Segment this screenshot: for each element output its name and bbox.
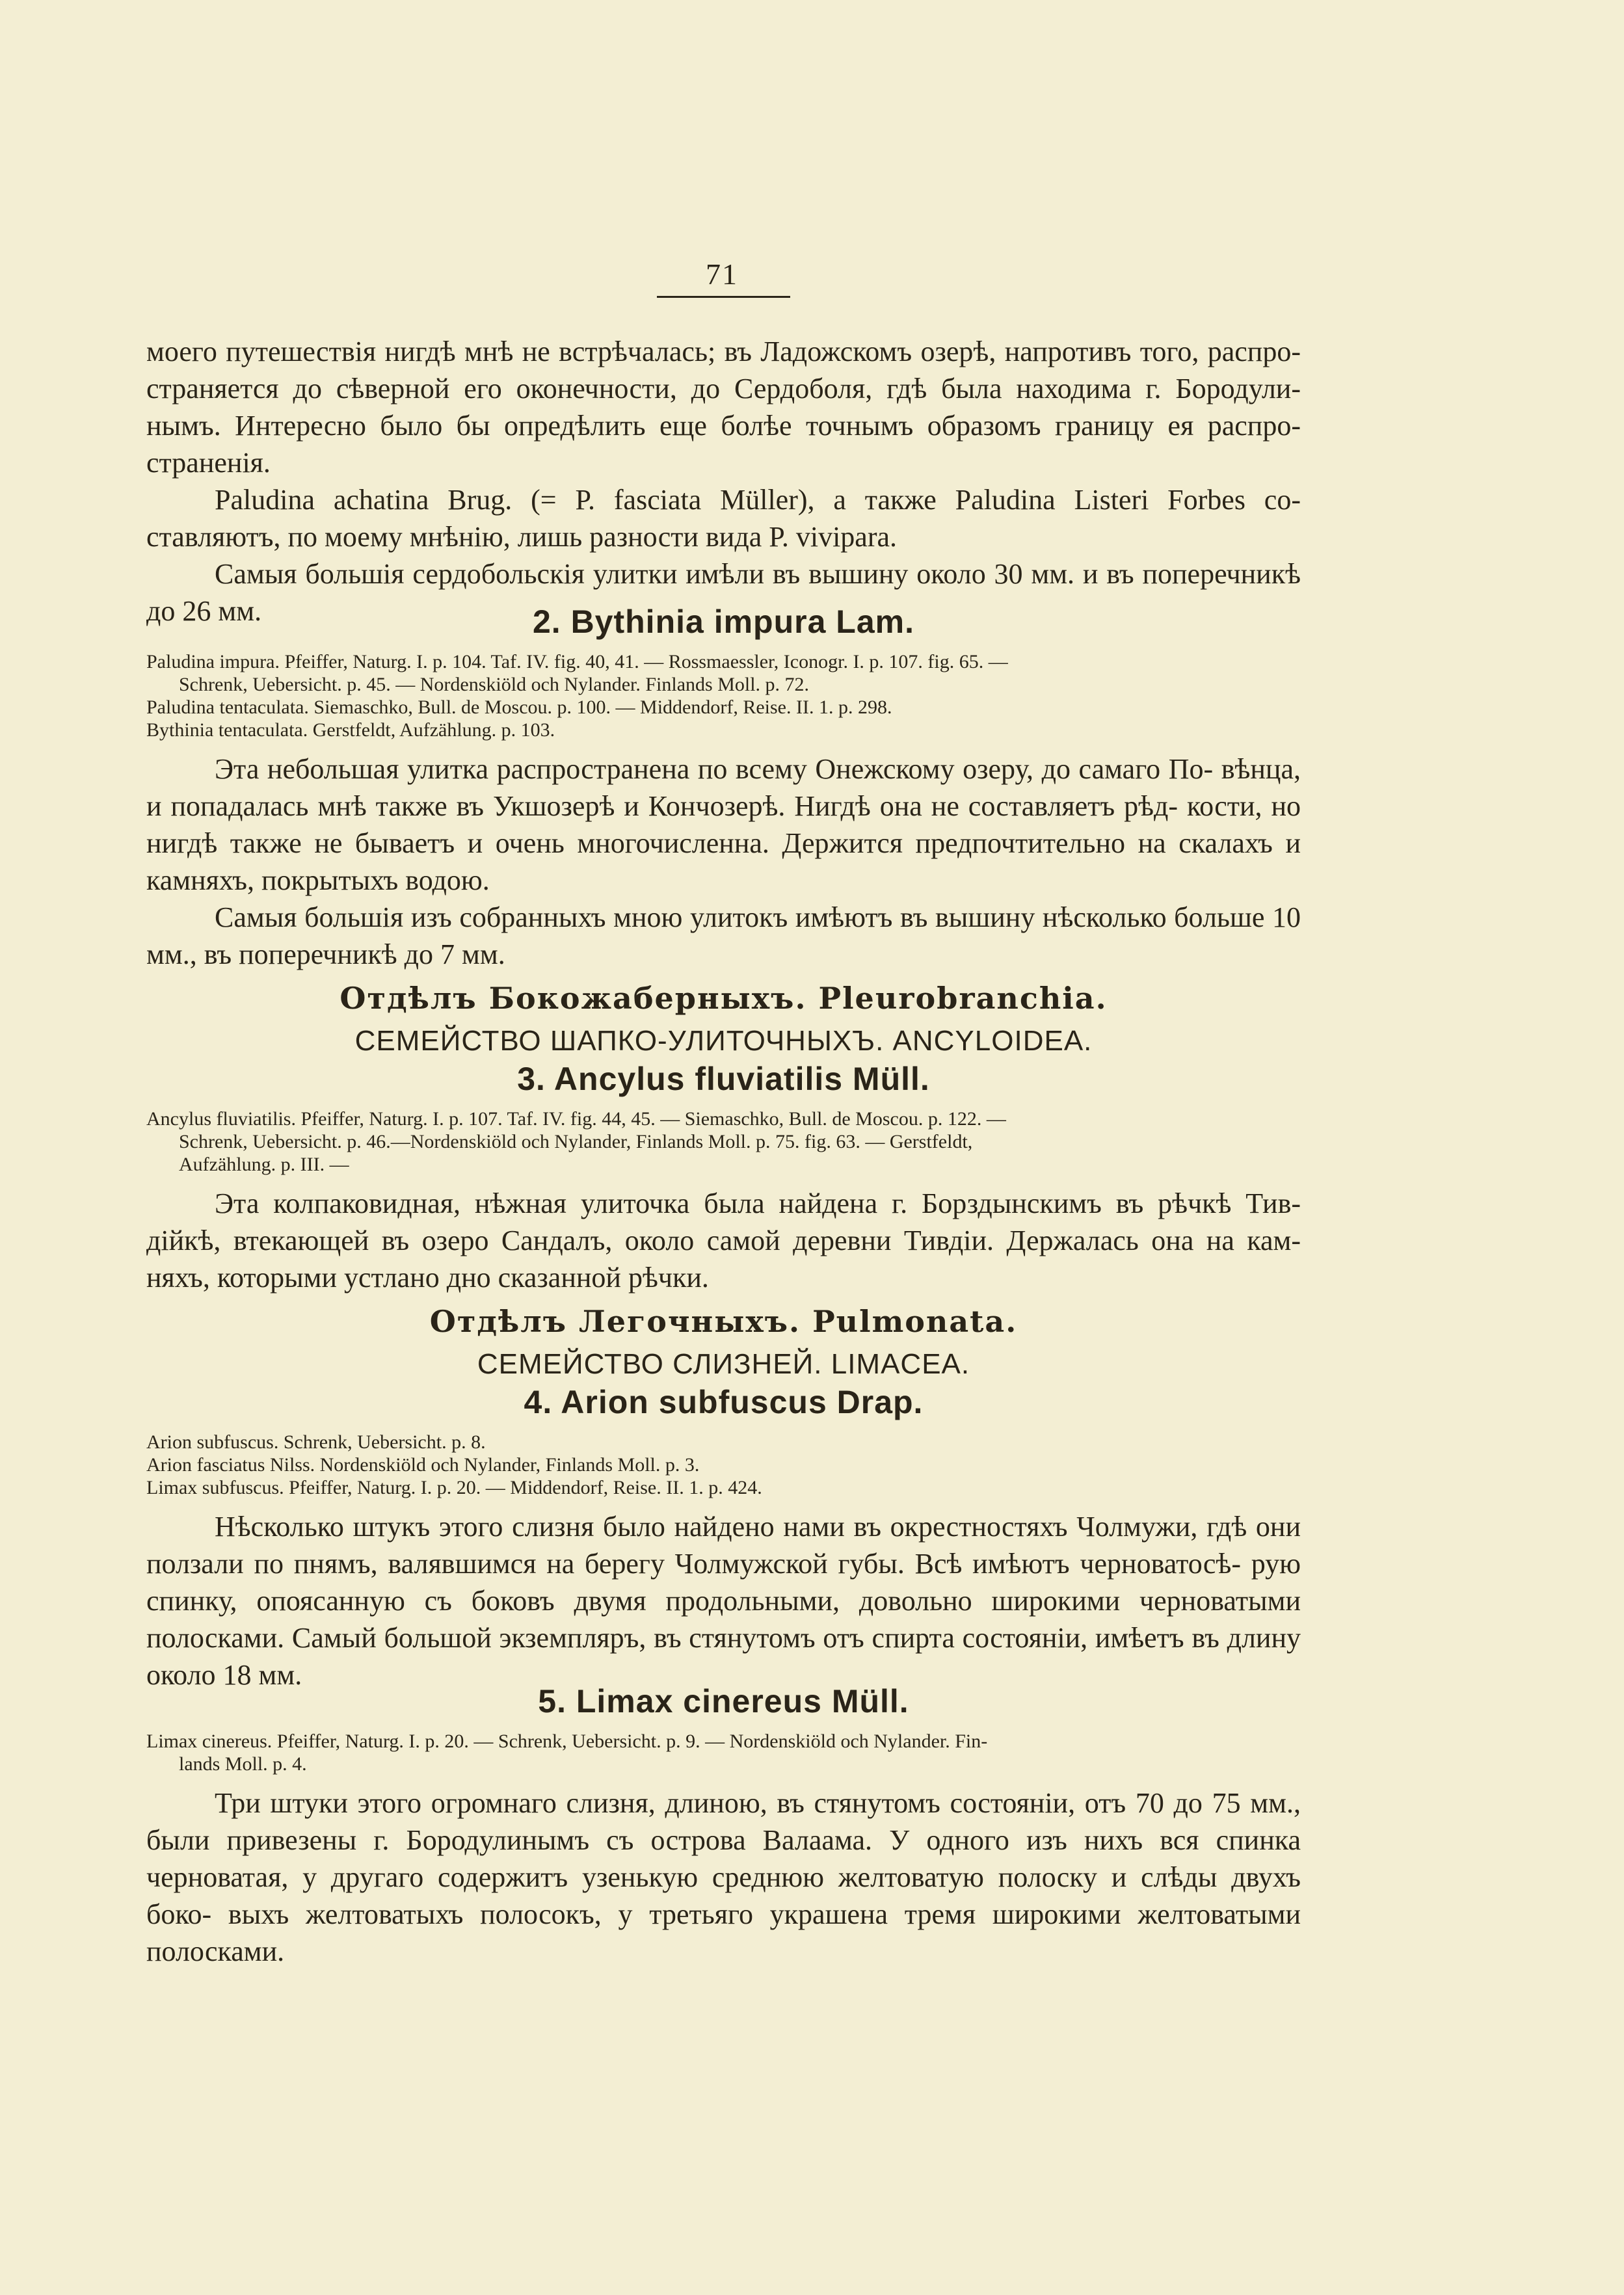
paragraph-8: Три штуки этого огромнаго слизня, длиною, въ стянутомъ состояніи, отъ 70 до 75 мм., были привезены г. Бородулинымъ съ острова Валаама. У одного изъ нихъ вся спинка черноватая, у другаго содержитъ узенькую среднюю желтоватую полоску и слѣды двухъ боко- выхъ желтоватыхъ полосокъ, у третьяго украшена тремя широкими желтоватыми полосками. bbox=[146, 1787, 1301, 1967]
species-heading: 5. Limax cinereus Müll. bbox=[538, 1683, 909, 1719]
species-heading: 2. Bythinia impura Lam. bbox=[532, 604, 914, 640]
family-heading: СЕМЕЙСТВО ШАПКО-УЛИТОЧНЫХЪ. ANCYLOIDEA. bbox=[354, 1025, 1093, 1057]
paragraph-4: Эта небольшая улитка распространена по всему Онежскому озеру, до самаго По- вѣнца, и попадалась мнѣ также въ Укшозерѣ и Кончозерѣ. Нигдѣ она не составляетъ рѣд- кости, но нигдѣ также не бываетъ и очень многочисленна. Держится предпочтительно на скалахъ и камняхъ, покрытыхъ водою. bbox=[146, 753, 1301, 896]
text-block-1 bbox=[146, 333, 1301, 630]
paragraph-5: Самыя большія изъ собранныхъ мною улитокъ имѣютъ въ вышину нѣсколько больше 10 мм., въ поперечникѣ до 7 мм. bbox=[146, 901, 1301, 970]
synonymy-list: Limax cinereus. Pfeiffer, Naturg. I. p. 20. — Schrenk, Uebersicht. p. 9. — Nordenskiöld och Nylander. Fin- lands Moll. p. 4. bbox=[146, 1731, 988, 1775]
synonymy-list: Paludina impura. Pfeiffer, Naturg. I. p. 104. Taf. IV. fig. 40, 41. — Rossmaessler, Iconogr. I. p. 107. fig. 65. — Schrenk, Uebersicht. p. 45. — Nordenskiöld och Nylander. Finlands Moll. p. 72. Paludina tentaculata. Siemaschko, Bull. de Moscou. p. 100. — Middendorf, Reise. II. 1. p. 298. Bythinia tentaculata. Gerstfeldt, Aufzählung. p. 103. bbox=[146, 651, 1008, 741]
section-block-pulmonata bbox=[146, 1302, 1301, 1693]
paragraph-2: Paludina achatina Brug. (= P. fasciata Müller), а также Paludina Listeri Forbes со- ставляютъ, по моему мнѣнію, лишь разности вида P. vivipara. bbox=[146, 484, 1301, 553]
paragraph-1: моего путешествія нигдѣ мнѣ не встрѣчалась; въ Ладожскомъ озерѣ, напротивъ того, распро- страняется до сѣверной его оконечности, до Сердоболя, гдѣ была находима г. Бородули- нымъ. Интересно было бы опредѣлить еще болѣе точнымъ образомъ границу ея распро- страненія. bbox=[146, 336, 1301, 479]
section-heading: Отдѣлъ Бокожаберныхъ. Pleurobranchia. bbox=[339, 981, 1108, 1016]
paragraph-6: Эта колпаковидная, нѣжная улиточка была найдена г. Борздынскимъ въ рѣчкѣ Тив- дійкѣ, втекающей въ озеро Сандалъ, около самой деревни Тивдіи. Держалась она на кам- няхъ, которыми устлано дно сказанной рѣчки. bbox=[146, 1187, 1301, 1293]
species-heading: 3. Ancylus fluviatilis Müll. bbox=[517, 1061, 930, 1097]
section-heading: Отдѣлъ Легочныхъ. Pulmonata. bbox=[429, 1304, 1018, 1339]
paragraph-7: Нѣсколько штукъ этого слизня было найдено нами въ окрестностяхъ Чолмужи, гдѣ они ползали по пнямъ, валявшимся на берегу Чолмужской губы. Всѣ имѣютъ черноватосѣ- рую спинку, опоясанную съ боковъ двумя продольными, довольно широкими черноватыми полосками. Самый большой экземпляръ, въ стянутомъ отъ спирта состояніи, имѣетъ въ длину около 18 мм. bbox=[146, 1511, 1301, 1691]
paragraph-3: Самыя большія сердобольскія улитки имѣли въ вышину около 30 мм. и въ поперечникѣ до 26 мм. bbox=[146, 558, 1301, 627]
synonymy-list: Ancylus fluviatilis. Pfeiffer, Naturg. I. p. 107. Taf. IV. fig. 44, 45. — Siemaschko, Bull. de Moscou. p. 122. — Schrenk, Uebersicht. p. 46.—Nordenskiöld och Nylander, Finlands Moll. p. 75. fig. 63. — Gerstfeldt, Aufzählung. p. III. — bbox=[146, 1108, 1006, 1175]
section-block-pleurobranchia bbox=[146, 979, 1301, 1296]
species-block-bythinia bbox=[146, 602, 1301, 973]
synonymy-list: Arion subfuscus. Schrenk, Uebersicht. p. 8. Arion fasciatus Nilss. Nordenskiöld och Nylander, Finlands Moll. p. 3. Limax subfuscus. Pfeiffer, Naturg. I. p. 20. — Middendorf, Reise. II. 1. p. 424. bbox=[146, 1431, 762, 1498]
species-block-limax bbox=[146, 1682, 1301, 1970]
page-number-rule bbox=[657, 296, 790, 298]
species-heading: 4. Arion subfuscus Drap. bbox=[524, 1384, 924, 1420]
page-number: 71 bbox=[706, 258, 738, 291]
family-heading: СЕМЕЙСТВО СЛИЗНЕЙ. LIMACEA. bbox=[477, 1348, 970, 1380]
